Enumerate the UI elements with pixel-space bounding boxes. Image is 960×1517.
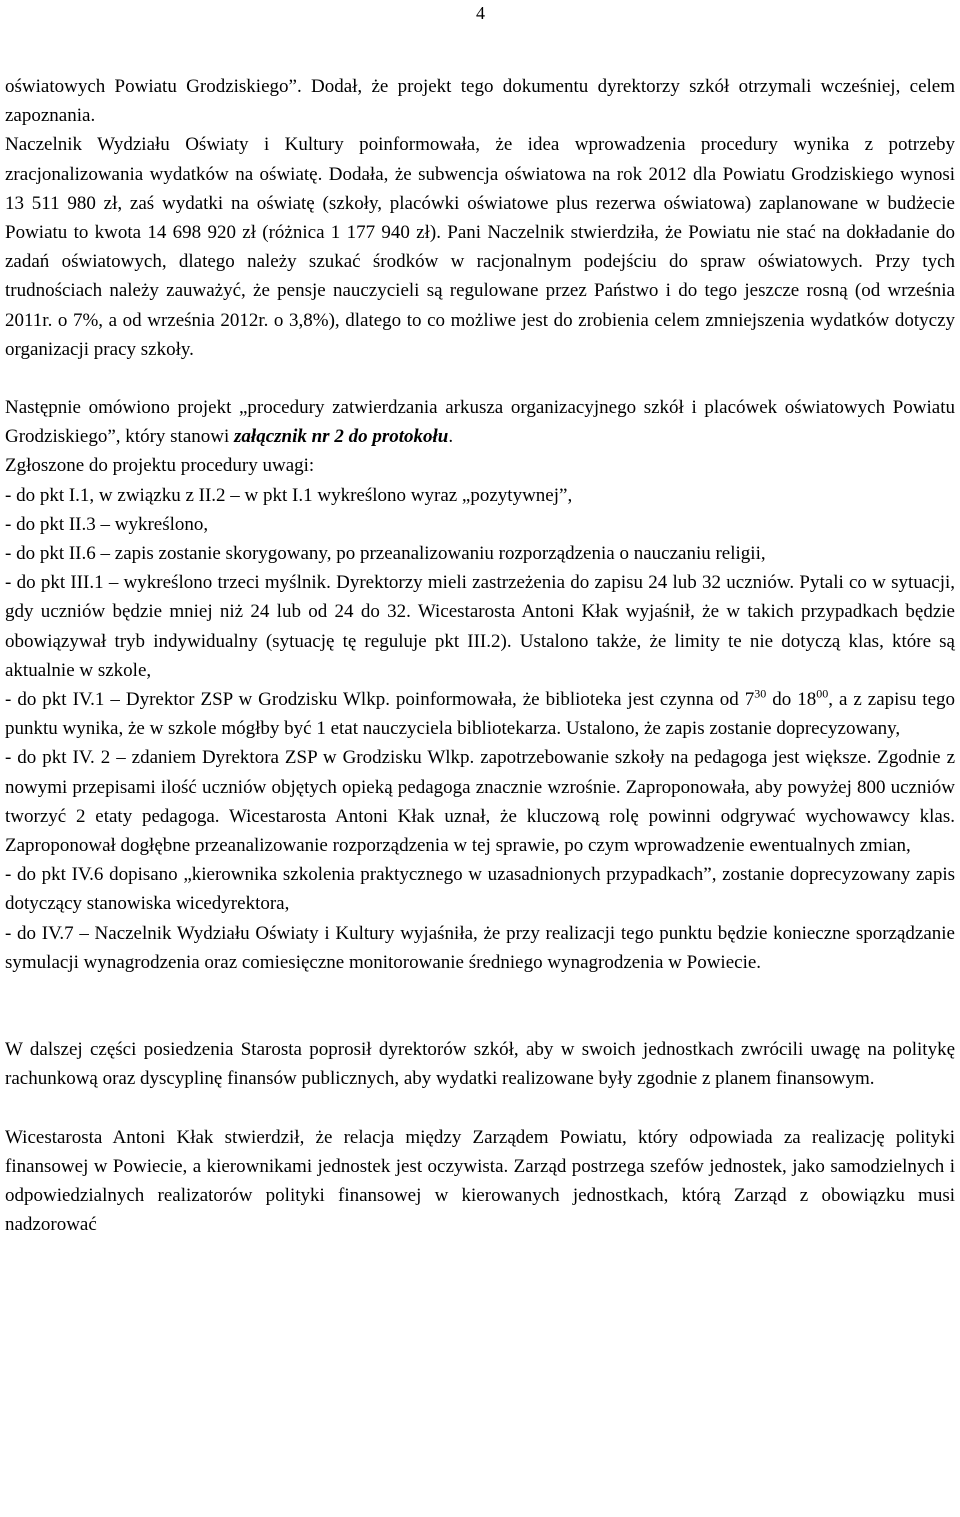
remark-item: - do pkt I.1, w związku z II.2 – w pkt I.1 wykreślono wyraz „pozytywnej”, (5, 484, 573, 506)
paragraph-intro: oświatowych Powiatu Grodziskiego”. Dodał, że projekt tego dokumentu dyrektorzy szkół otrzymali wcześniej, celem zapoznania. (5, 76, 955, 127)
paragraph-procedure-project (5, 393, 955, 451)
remark-item: - do pkt IV.6 dopisano „kierownika szkolenia praktycznego w uzasadnionych przypadkach”, zostanie doprecyzowany zapis dotyczący stanowiska wicedyrektora, (5, 864, 955, 915)
remark-text: , a z zapisu tego punktu wynika, że w szkole mógłby być 1 etat nauczyciela bibliotekarza. Ustalono, że zapis zostanie doprecyzowany, (5, 689, 956, 740)
superscript: 30 (754, 686, 767, 701)
remark-item: - do pkt III.1 – wykreślono trzeci myślnik. Dyrektorzy mieli zastrzeżenia do zapisu 24 lub 32 uczniów. Pytali co w sytuacji, gdy uczniów będzie mniej niż 24 lub od 24 do 32. Wicestarosta Antoni Kłak wyjaśnił, że w takich przypadkach będzie obowiązywał tryb indywidualny (sytuację tę reguluje pkt III.2). Ustalono także, że limity te nie dotyczą klas, które są aktualnie w szkole, (5, 572, 955, 681)
remark-item: - do pkt II.6 – zapis zostanie skorygowany, po przeanalizowaniu rozporządzenia o nauczaniu religii, (5, 543, 766, 565)
page-number: 4 (476, 3, 485, 23)
paragraph-starosta: W dalszej części posiedzenia Starosta poprosił dyrektorów szkół, aby w swoich jednostkach zwrócili uwagę na politykę rachunkową oraz dyscyplinę finansów publicznych, aby wydatki realizowane były zgodnie z planem finansowym. (5, 1039, 955, 1090)
superscript: 00 (816, 686, 829, 701)
remark-text: - do pkt IV.1 – Dyrektor ZSP w Grodzisku Wlkp. poinformowała, że biblioteka jest czynna od 7 (5, 689, 755, 711)
paragraph-naczelnik-report: Naczelnik Wydziału Oświaty i Kultury poinformowała, że idea wprowadzenia procedury wynika z potrzeby zracjonalizowania wydatków na oświatę. Dodała, że subwencja oświatowa na rok 2012 dla Powiatu Grodziskiego wynosi 13 511 980 zł, zaś wydatki na oświatę (szkoły, placówki oświatowe plus rezerwa oświatowa) zaplanowane w budżecie Powiatu to kwota 14 698 920 zł (różnica 1 177 940 zł). Pani Naczelnik stwierdziła, że Powiatu nie stać na dokładanie do zadań oświatowych, dlatego należy szukać środków w racjonalnym podejściu do spraw oświatowych. Przy tych trudnościach należy zauważyć, że pensje nauczycieli są regulowane przez Państwo i do tego jeszcze rosną (od września 2011r. o 7%, a od września 2012r. o 3,8%), dlatego to co możliwe jest do zrobienia celem zmniejszenia wydatków dotyczy organizacji pracy szkoły. (5, 134, 955, 360)
remark-text: do 18 (766, 689, 817, 711)
remark-item: - do IV.7 – Naczelnik Wydziału Oświaty i Kultury wyjaśniła, że przy realizacji tego punktu będzie konieczne sporządzanie symulacji wynagrodzenia oraz comiesięczne monitorowanie średniego wynagrodzenia w Powiecie. (5, 922, 955, 973)
procedure-text-end: . (448, 426, 454, 448)
paragraph-remarks-heading: Zgłoszone do projektu procedury uwagi: (5, 455, 315, 477)
paragraph-wicestarosta: Wicestarosta Antoni Kłak stwierdził, że relacja między Zarządem Powiatu, który odpowiada za realizację polityki finansowej w Powiecie, a kierownikami jednostek jest oczywista. Zarząd postrzega szefów jednostek, jako samodzielnych i odpowiedzialnych realizatorów polityki finansowej w kierowanych jednostkach, którą Zarząd z obowiązku musi nadzorować (5, 1126, 955, 1236)
remark-item: - do pkt II.3 – wykreślono, (5, 513, 209, 535)
document-body (5, 72, 955, 1239)
attachment-reference: załącznik nr 2 do protokołu (234, 426, 449, 448)
remark-item (5, 685, 955, 743)
remark-item: - do pkt IV. 2 – zdaniem Dyrektora ZSP w Grodzisku Wlkp. zapotrzebowanie szkoły na pedagoga jest większe. Zgodnie z nowymi przepisami ilość uczniów objętych opieką pedagoga znacznie wzrośnie. Zaproponowała, aby powyżej 800 uczniów tworzyć 2 etaty pedagoga. Wicestarosta Antoni Kłak uznał, że kluczową rolę powinni odgrywać wychowawcy klas. Zaproponował dogłębne przeanalizowanie rozporządzenia w tej sprawie, po czym wprowadzenie ewentualnych zmian, (5, 747, 955, 857)
procedure-text: Następnie omówiono projekt „procedury zatwierdzania arkusza organizacyjnego szkół i placówek oświatowych Powiatu Grodziskiego”, który stanowi (5, 397, 955, 448)
